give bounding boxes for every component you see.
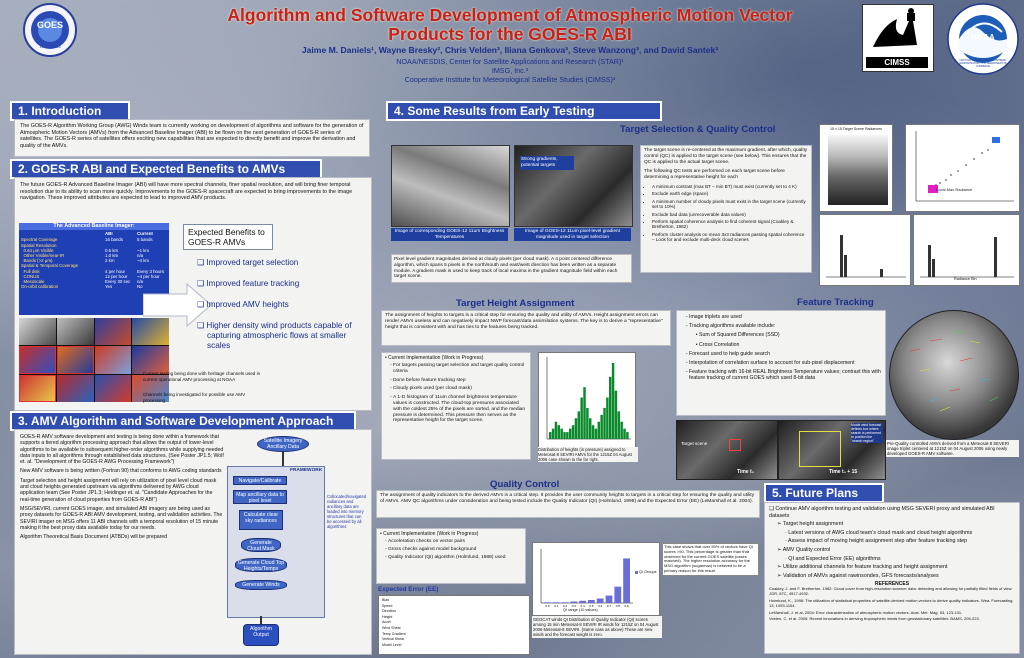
abi-row-value: 12 per hour: [105, 273, 128, 279]
checkbox-icon: ❑: [197, 321, 207, 330]
qc-item: - Gross checks against model background: [388, 547, 522, 553]
qi-bar: [606, 596, 613, 603]
feature-item: - Tracking algorithms available include:: [689, 323, 881, 329]
global-amv-map-caption: Pre-Quality controlled AMVs derived from a Meteosat-8 SEVERI image triplet centered at 1215Z on 04 August 2006 using newly developed GOES-R AMV software.: [886, 440, 1019, 457]
abi-table-title: The Advanced Baseline Imager:: [19, 223, 169, 230]
qc-item: - Acceleration checks on vector pairs: [388, 539, 522, 545]
goes12-bt-caption: Image of corresponding GOES-12 11um Brightness Temperatures: [391, 228, 508, 241]
target-selection-title: Target Selection & Quality Control: [620, 124, 776, 135]
reference-item: Holmlund, K., 1998: The utilization of statistical properties of satellite-derived motion vectors to derive quality indicators. Wea. Forecasting, 13, 1093-1104.: [769, 597, 1014, 608]
section-1-heading: 1. Introduction: [10, 101, 130, 121]
checkbox-icon: ❑: [197, 279, 207, 288]
future-item: ➢ Validation of AMVs against rawinsondes, GFS forecasts/analyses: [777, 572, 939, 579]
section-2-heading: 2. GOES-R ABI and Expected Benefits to AMVs: [10, 159, 322, 179]
gradient-caption: Image of GOES-12 11um pixel-level gradient magnitude used in target selection: [514, 228, 631, 241]
current-row-value: Every 3 hours: [137, 268, 165, 274]
gradient-description: Pixel level gradient magnitudes derived at cloudy pixels (per cloud mask). A 4 point centered difference algorithm, which spans 5 pixels in the north/south and east/west direction has been written as a separate module. A gradient mask is used to keep track of local maxima in the gradient magnitude field within each target scene.: [391, 254, 632, 283]
cimss-logo: [862, 4, 934, 72]
height-bar: [580, 398, 582, 439]
feature-tracking-title: Feature Tracking: [797, 297, 874, 308]
feature-item: • Sum of Squared Differences (SSD): [699, 332, 881, 338]
framework-diagram: [227, 434, 367, 650]
poster-title: [110, 6, 910, 44]
current-row-value: n/a: [137, 279, 144, 285]
height-bar: [566, 432, 568, 439]
qi-tick-label: 0.8: [615, 604, 620, 608]
section-2-panel: [14, 177, 372, 411]
expected-error-table: [378, 595, 530, 655]
height-bar: [626, 432, 628, 439]
target-scene-box: [729, 439, 741, 451]
current-row-value: ~4 per hour: [137, 273, 160, 279]
flow-generate-winds: Generate Winds: [235, 580, 287, 590]
qi-tick-label: 0.7: [606, 604, 612, 608]
abi-row-value: 0.5 km: [105, 247, 119, 253]
benefit-item: [197, 279, 367, 289]
qi-tick-label: 0.1: [554, 604, 559, 608]
qi-tick-label: 0.4: [580, 604, 585, 608]
qc-item: - Quality Indicator (QI) algorithm (Holmlund, 1988) used: [388, 555, 522, 561]
heritage-channels-note: Current testing being done with heritage channels used in current operational AMV processing at NOAA: [143, 371, 261, 382]
abi-row-label: Spatial & Temporal Coverage: [21, 263, 79, 269]
section-5-heading: 5. Future Plans: [764, 483, 884, 503]
height-bar: [549, 432, 551, 439]
height-bar: [583, 387, 585, 439]
flow-algorithm-output: Algorithm Output: [243, 624, 279, 646]
feature-item: - Image triplets are used: [689, 314, 881, 320]
future-item: ➢ AMV Quality control: [777, 546, 831, 553]
flow-arrow-2: [260, 616, 262, 624]
current-row-value: ~4 km: [137, 258, 150, 264]
future-item: · Assess impact of moving height assignment step after feature tracking step: [785, 538, 968, 545]
ee-row: Temp Gradient: [382, 631, 406, 636]
height-assignment-panel: [381, 310, 671, 346]
title-line-1: Algorithm and Software Development of Atmospheric Motion Vector: [227, 5, 793, 25]
affiliation-2: IMSG, Inc.²: [491, 66, 529, 75]
ee-row: Wind Shear: [382, 625, 401, 630]
reference-item: Coakley, J. and F. Bretherton, 1982: Cloud cover from high-resolution scanner data: detecting and allowing for partially filled fields of view. JGR, 87C, 4917-4932.: [769, 586, 1013, 597]
flow-cloud-mask: Generate Cloud Mask: [241, 538, 281, 552]
height-bar: [560, 429, 562, 439]
feature-item: - Interpolation of correlation surface to account for sub-pixel displacement: [689, 360, 881, 366]
qc-test-item: • Perform cluster analysis on mean 3x3 radiances passing spatial coherence – Look for and exclude multi-deck cloud scenes: [652, 232, 808, 243]
goes-logo: [4, 2, 96, 58]
qi-bar: [614, 587, 621, 603]
flow-navigate: Navigate/Calibrate: [233, 476, 287, 485]
section-1-panel: [14, 119, 370, 157]
expected-error-title: Expected Error (EE): [378, 586, 439, 593]
qi-bar: [562, 602, 569, 603]
ee-row: Height: [382, 614, 393, 619]
qi-bar: [579, 601, 586, 603]
height-bar: [595, 429, 597, 439]
qc-test-item: • Exclude bad data (unrecoverable data values): [652, 212, 808, 217]
cimss-tower-icon: [863, 5, 933, 55]
height-distribution-caption: Distribution of heights (in pressure) assigned to Meteosat-8 SEVIRI AMVs for the 1215Z 04 August 2006 case shown to the far right.: [538, 447, 638, 462]
benefit-text: Higher density wind products capable of capturing atmospheric flows at smaller scales: [206, 321, 352, 350]
benefit-item: [197, 300, 367, 310]
references-title: REFERENCES: [874, 581, 910, 588]
current-row-value: 5 bands: [137, 237, 153, 243]
section-1-body: The GOES-R Algorithm Working Group (AWG) Winds team is currently working on development of algorithms and software for the generation of Atmospheric Motion Vectors (AMVs) from the Advanced Baseline Imager (ABI) to be flown on the next generation of GOES-R series of satellites. The GOES-R series of satellites offers exciting new capabilities that are expected to directly benefit and improve the derivation and quality of the AMVs.: [20, 123, 364, 149]
title-line-2: Products for the GOES-R ABI: [388, 24, 632, 44]
qi-bar: [623, 558, 630, 603]
future-item: ➢ Utilize additional channels for feature tracking and height assignment: [777, 564, 948, 571]
qc-test-item: • Perform spatial coherence analysis to find coherent signal (Coakley & Bretherton, 1982): [652, 219, 808, 230]
model-forecast-note: Model wind forecast defines box where search is performed to position the "search region": [851, 423, 882, 443]
global-amv-map: [889, 310, 1019, 440]
feature-item: • Cross Correlation: [699, 342, 881, 348]
future-item: · QI and Expected Error (EE) algorithms: [785, 555, 881, 562]
qi-note: This case shows that over 50% of vectors have QI scores >90. This percentage is greater than that observed for the current GOES satellite (cases matched). The higher resolution accuracy for the MSG algorithm (sugarman) is believed to be a primary reason for this result.: [662, 543, 759, 576]
benefit-text: Improved feature tracking: [206, 279, 300, 288]
time-t1-label: Time t₀ + 15: [829, 469, 858, 475]
ee-row: Model Level: [382, 642, 402, 647]
tracking-image-t0: [676, 420, 778, 480]
abi-band-imagery-grid: [19, 318, 169, 402]
abi-row-value: 2 km: [105, 258, 115, 264]
future-item: ➢ Target height assignment: [777, 521, 844, 528]
height-bar: [575, 418, 577, 439]
abi-row-label: 0.64 μm Visible: [21, 247, 54, 253]
height-bar: [578, 411, 580, 439]
target-scene-label: Target scene: [681, 441, 708, 446]
abi-row-label: Full disk: [21, 268, 40, 274]
tracking-image-t1: [778, 420, 886, 480]
future-items-list: [769, 506, 1015, 579]
abi-row-label: Spectral Coverage: [21, 237, 58, 243]
qc-body-panel: [376, 490, 760, 518]
height-bar: [572, 425, 574, 439]
flow-cloud-heights: Generate Cloud Top Heights/Temps: [235, 558, 287, 572]
search-region-box: [799, 431, 841, 467]
author-list: Jaime M. Daniels¹, Wayne Bresky², Chris Velden³, Iliana Genkova³, Steve Wanzong³, and David Santek³: [301, 45, 719, 55]
qc-tests-panel: [640, 145, 812, 273]
qi-tick-label: 0.3: [571, 604, 576, 608]
feature-items-list: [681, 314, 881, 382]
references-list: [769, 587, 1015, 622]
height-bar: [615, 391, 617, 439]
flow-side-note: Collocated/navigated radiances and ancillary data are loaded into memory structures that can be accessed by all algorithms: [327, 494, 367, 529]
section-3-heading: 3. AMV Algorithm and Software Development Approach: [10, 411, 356, 431]
height-bar: [552, 429, 554, 439]
noaa-logo-ring: NATIONAL OCEANIC AND ATMOSPHERIC ADMINISTRATION · U.S. DEPARTMENT OF COMMERCE: [959, 59, 1007, 68]
abi-col-header: ABI: [105, 231, 113, 237]
height-bar: [558, 425, 560, 439]
qc-test-item: • Exclude earth edge (space): [652, 191, 808, 196]
height-assignment-title: Target Height Assignment: [456, 298, 575, 309]
qc-items-list: [380, 539, 522, 560]
flow-clear-sky: Calculate clear sky radiances: [239, 510, 283, 530]
qi-tick-label: 0.9: [624, 604, 629, 608]
radiance-histogram-2: [913, 214, 1020, 286]
benefits-title: Expected Benefits to GOES-R AMVs: [183, 224, 273, 250]
target-scene-radiance-plot: [819, 124, 893, 212]
abi-row-label: On-orbit calibration: [21, 284, 59, 290]
affiliation-3: Cooperative Institute for Meteorological Satellite Studies (CIMSS)³: [404, 75, 616, 84]
benefit-text: Improved AMV heights: [206, 300, 289, 309]
qi-tick-label: 0.2: [562, 604, 568, 608]
qc-impl-title: • Current Implementation (Work in Progress): [380, 531, 479, 537]
abi-row-label: Bands (>2 μm): [21, 258, 53, 264]
flow-arrow-1: [282, 452, 284, 466]
radiance-histogram-1: [819, 214, 911, 286]
feature-item: - Forecast used to help guide search: [689, 351, 881, 357]
noaa-logo-text: NOAA: [971, 33, 995, 42]
feature-tracking-panel: [676, 310, 886, 416]
height-bar: [569, 429, 571, 439]
height-bar: [598, 422, 600, 439]
section-4-heading: 4. Some Results from Early Testing: [386, 101, 662, 121]
abi-row-value: Yes: [105, 284, 113, 290]
noaa-logo: [946, 2, 1020, 76]
height-paragraph: The assignment of heights to targets is a critical step for ensuring the quality and utility of AMVs. Height assignment errors can render AMVs useless and can negatively impact NWP forecast/data assimilation systems. The key is to derive a "representative" height that is consistent with and has ties to the features being tracked.: [385, 313, 663, 330]
abi-row-label: CONUS: [21, 273, 40, 279]
abi-row-label: Spatial Resolution: [21, 242, 57, 248]
abi-row-value: 1.0 km: [105, 253, 119, 259]
qc-paragraph-2: The following QC tests are performed on each target scene before determining a representative height for each: [644, 169, 785, 181]
radiance-bin-label: Radiance Bin: [954, 277, 977, 281]
current-col-header: Current: [137, 231, 153, 237]
qi-caption: GEOCAT winds QI Distribution of Quality Indicator (QI) scores among 15 min Meteosat-8 SEVIRI IR winds for 1215Z on 04 August 2006 Meteosat-8 SEVIRI. (Same case as above) These are new winds and the forecast weight is zero.: [532, 616, 662, 638]
reference-item: LeMarshall, J. et al. 2004: Error characterization of atmospheric motion vectors. Aust. Met. Mag. 53, 123-131.: [769, 609, 963, 615]
qc-paragraph-1: The target scene is re-centered at the maximum gradient, after which, quality control (QC) is applied to the target scene (see below). This ensures that the QC is applied to the actual target scene.: [644, 148, 808, 165]
qi-bar: [553, 602, 560, 603]
ee-row: Vertical Shear: [382, 637, 405, 642]
qi-histogram-chart: [532, 542, 660, 616]
framework-label: FRAMEWORK: [290, 468, 323, 473]
current-row-value: ~1 km: [137, 247, 150, 253]
feature-item: - Feature tracking with 16-bit REAL Brightness Temperature values; contrast this with feature tracking of current GOES which used 8-bit data: [689, 369, 881, 381]
abi-row-label: Mesoscale: [21, 279, 45, 285]
qi-bar: [597, 599, 604, 603]
height-bar: [555, 422, 557, 439]
ee-row: Direction: [382, 609, 397, 614]
height-bar: [600, 415, 602, 439]
future-item: ❏ Continue AMV algorithm testing and validation using MSG SEVERI proxy and simulated ABI datasets: [769, 506, 995, 519]
abi-row-value: 16 bands: [105, 237, 124, 243]
abi-row-value: Every 30 sec: [105, 279, 131, 285]
reference-item: Velden, C. et al. 2005: Recent innovations in deriving tropospheric winds from geostationary satellites. BAMS, 205-223.: [769, 616, 980, 622]
qi-bar: [544, 602, 551, 603]
height-bar: [603, 408, 605, 439]
height-bar: [563, 432, 565, 439]
quality-control-title: Quality Control: [490, 479, 560, 490]
qi-legend: QI Groups: [639, 570, 657, 574]
height-histogram-svg: [539, 353, 635, 447]
height-bar: [592, 425, 594, 439]
height-bar: [586, 408, 588, 439]
current-row-value: n/a: [137, 253, 144, 259]
investigated-channels-note: Channels being investigated for possible use AMV processing: [143, 392, 246, 403]
ee-row: Speed: [382, 603, 393, 608]
goes-logo-text: GOES: [36, 20, 63, 30]
goes-logo-sub: 1975 · 2005: [39, 44, 61, 49]
section-3-p5: Algorithm Theoretical Basis Document (ATBDs) will be prepared: [20, 534, 168, 541]
height-bar: [589, 418, 591, 439]
affiliation-1: NOAA/NESDIS, Center for Satellite Applications and Research (STAR)¹: [396, 57, 624, 66]
future-item: · Latest versions of AWG cloud team's cloud mask and cloud height algorithms: [785, 529, 973, 536]
qc-impl-panel: [376, 528, 526, 584]
qi-bar: [570, 602, 577, 603]
section-2-body: The future GOES-R Advanced Baseline Imager (ABI) will have more spectral channels, finer spatial resolution, and will bring finer temporal resolution due to its ability to scan more quickly. Improvements to the GOES-R spacecraft are expected to bring improvements to the image navigation. These improved attributes are expected to lead to improved AMV products.: [20, 182, 353, 202]
height-bar: [623, 429, 625, 439]
time-t0-label: Time t₀: [737, 469, 754, 475]
section-3-p2: New AMV software is being written (Fortran 90) that conforms to AWG coding standards: [20, 468, 222, 475]
checkbox-icon: ❑: [197, 258, 207, 267]
ee-row: Bias: [382, 598, 389, 602]
section-3-p4: MSG/SEVIRI, current GOES imager, and simulated ABI imagery are being used as proxy datasets for GOES-R ABI AMV development, testing, and validation activities. The SEVIRI imager on MSG offers 11 ABI channels with a temporal resolution of 15 minute making it the best proxy data available today for our needs.: [20, 505, 223, 531]
height-item: - Done before feature tracking step: [393, 378, 527, 384]
height-item: - Cloudy pixels used (per cloud mask): [393, 386, 527, 392]
scatter-legend: Local Max Radiance: [936, 187, 973, 192]
height-bar: [609, 377, 611, 439]
qc-body: The assignment of quality indicators to the derived AMVs is a critical step. It provides the user community heights to targets in a critical step for ensuring the quality and utility of AMVs. AMV QC algorithms under consideration and being tested include the Quality Indicator (QI) (Holmlund, 1998) and the Expected Error (EE) (LeMarshall et al. 2004).: [380, 493, 755, 504]
section-5-panel: [764, 502, 1020, 654]
qc-test-item: • A minimum contrast (max BT – min BT) must exist (currently set to 4 K): [652, 184, 808, 189]
flow-map-ancillary: Map ancillary data to pixel level: [233, 490, 287, 504]
height-distribution-chart: [538, 352, 636, 448]
qc-tests-list: [644, 184, 808, 243]
qi-xlabel: QI range (10 values): [563, 608, 598, 612]
benefits-box: [183, 224, 367, 362]
qi-bar: [588, 600, 595, 603]
benefit-item: [197, 321, 367, 351]
abi-row-label: Other Visible/near-IR: [21, 253, 65, 259]
height-impl-panel: [381, 352, 531, 460]
qi-tick-label: 0.5: [589, 604, 594, 608]
section-3-p3: Target selection and height assignment will rely on utilization of pixel level cloud mask and cloud heights generated upstream via algorithms delivered by AWG cloud application team (See Poster JP1.3; Heidinger et. al. "Candidate Approaches for the real-time generation of cloud properties from GOES-R ABI"): [20, 477, 217, 503]
section-3-p1: GOES-R AMV software development and testing is being done within a framework that supports a tiered algorithm processing approach that allows the output of lower-level algorithms to be available to subsequent higher-order algorithms while supplying needed data inputs to all algorithms through established data structures. (See Poster JP1.5; Wolf et. al. "Development of the GOES-R AWG Processing Framework"): [20, 434, 224, 466]
current-row-value: No: [137, 284, 143, 290]
height-item: - For targets passing target selection and target quality control criteria: [393, 363, 527, 375]
height-item: - A 1-D histogram of 11um channel brightness temperature values is constructed. The cloud-top pressures associated with the coldest 25% of the pixels are sorted, and the median pressure is determined. This pressure then serves as the representative height for the target scene.: [393, 395, 527, 424]
goes12-bt-image: [391, 145, 510, 227]
abi-row-value: 4 per hour: [105, 268, 126, 274]
height-items-list: [385, 363, 527, 424]
checkbox-icon: ❑: [197, 300, 207, 309]
section-3-text: [20, 434, 224, 540]
qi-histogram-svg: [533, 543, 659, 615]
ee-row: Accel: [382, 620, 391, 625]
radiance-scatter-plot: [905, 124, 1020, 212]
flow-satellite-imagery: Satellite Imagery Ancillary Data: [257, 436, 309, 452]
section-3-panel: [14, 429, 372, 655]
qc-test-item: • A minimum number of cloudy pixels must exist in the target scene (currently set to 10%): [652, 199, 808, 210]
gradient-image: [514, 145, 633, 227]
height-bar: [606, 398, 608, 439]
strong-gradients-label: Strong gradients, potential targets: [520, 156, 574, 170]
benefit-text: Improved target selection: [206, 258, 299, 267]
cimss-logo-text: CIMSS: [866, 57, 928, 68]
height-impl-title: • Current Implementation (Work in Progress): [385, 355, 484, 361]
benefit-item: [197, 258, 367, 268]
height-bar: [620, 422, 622, 439]
ee-rows: [379, 596, 529, 650]
qi-tick-label: 0.0: [545, 604, 550, 608]
height-bar: [612, 363, 614, 439]
affiliations: [110, 57, 910, 84]
benefits-list: [197, 258, 367, 351]
scene-plot-title: 15 x 15 Target Scene Radiances: [830, 127, 882, 131]
qi-tick-label: 0.6: [598, 604, 603, 608]
height-bar: [618, 411, 620, 439]
